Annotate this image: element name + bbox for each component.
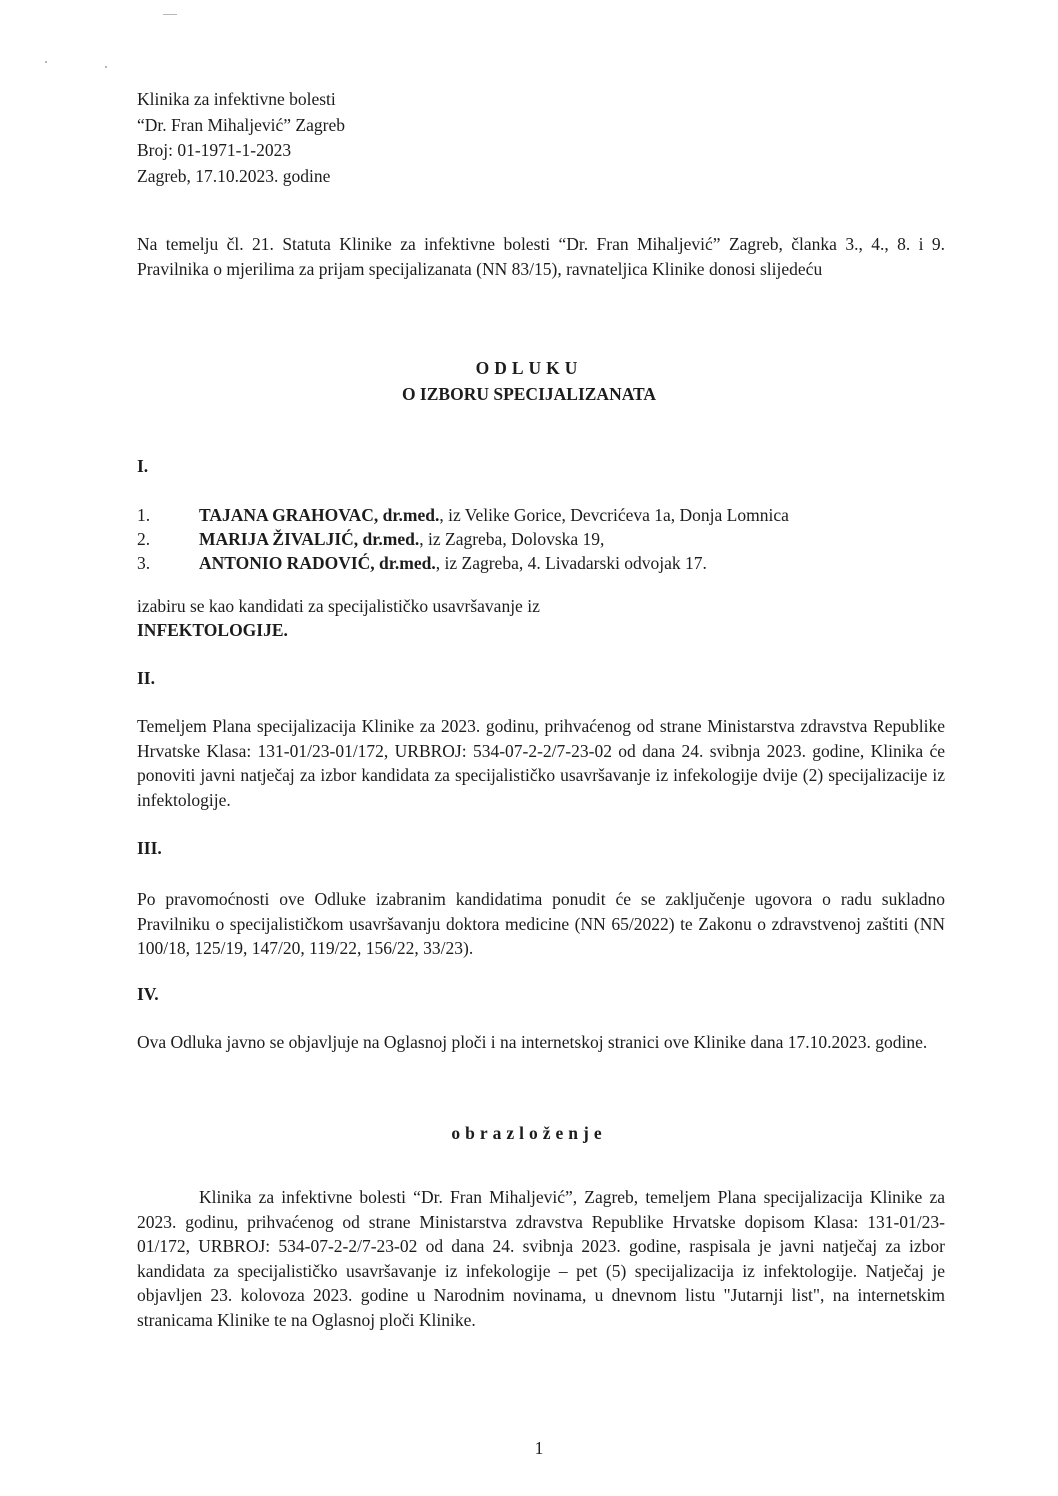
selection-text: izabiru se kao kandidati za specijalističko usavršavanje iz	[137, 596, 540, 616]
list-item	[137, 527, 789, 551]
selection-statement	[137, 594, 540, 642]
selection-field: INFEKTOLOGIJE.	[137, 620, 288, 640]
candidate-number: 1.	[137, 505, 151, 525]
list-item	[137, 503, 789, 527]
intro-paragraph: Na temelju čl. 21. Statuta Klinike za infektivne bolesti “Dr. Fran Mihaljević” Zagreb, članka 3., 4., 8. i 9. Pravilnika o mjerilima za prijam specijalizanata (NN 83/15), ravnateljica Klinike donosi slijedeću	[137, 234, 945, 279]
document-title: ODLUKU	[475, 358, 583, 378]
institution-subtitle: “Dr. Fran Mihaljević” Zagreb	[137, 114, 345, 135]
candidate-address: , iz Velike Gorice, Devcrićeva 1a, Donja Lomnica	[439, 505, 789, 525]
section-heading-4: IV.	[137, 984, 159, 1004]
explanation-paragraph: Klinika za infektivne bolesti “Dr. Fran Mihaljević”, Zagreb, temeljem Plana specijalizacija Klinike za 2023. godinu, prihvaćenog od strane Ministarstva zdravstva Republike Hrvatske dopisom Klasa: 131-01/23-01/172, URBROJ: 534-07-2-2/7-23-02 od dana 24. svibnja 2023. godine, raspisala je javni natječaj za izbor kandidata za specijalističko usavršavanje iz infekologije – pet (5) specijalizacija iz infektologije. Natječaj je objavljen 23. kolovoza 2023. godine u Narodnim novinama, u dnevnom listu "Jutarnji list", na internetskim stranicama Klinike te na Oglasnoj ploči Klinike.	[137, 1187, 945, 1330]
list-item	[137, 551, 789, 575]
document-number: Broj: 01-1971-1-2023	[137, 140, 292, 160]
letterhead	[137, 87, 345, 189]
candidate-address: , iz Zagreba, Dolovska 19,	[419, 529, 605, 549]
explanation-heading: obrazloženje	[451, 1123, 607, 1143]
section-heading-3: III.	[137, 838, 162, 858]
document-subtitle: O IZBORU SPECIJALIZANATA	[401, 384, 657, 404]
section-3-paragraph: Po pravomoćnosti ove Odluke izabranim kandidatima ponudit će se zaključenje ugovora o radu sukladno Pravilniku o specijalističkom usavršavanju doktora medicine (NN 65/2022) te Zakonu o zdravstvenoj zaštiti (NN 100/18, 125/19, 147/20, 119/22, 156/22, 33/23).	[137, 889, 945, 958]
place-date: Zagreb, 17.10.2023. godine	[137, 165, 331, 186]
candidate-address: , iz Zagreba, 4. Livadarski odvojak 17.	[435, 553, 707, 573]
section-4-paragraph: Ova Odluka javno se objavljuje na Oglasnoj ploči i na internetskoj stranici ove Klinike dana 17.10.2023. godine.	[137, 1032, 928, 1052]
section-heading-1: I.	[137, 456, 149, 476]
candidate-name: TAJANA GRAHOVAC, dr.med.	[199, 505, 440, 525]
institution-name: Klinika za infektivne bolesti	[137, 89, 336, 109]
candidate-number: 3.	[137, 553, 151, 573]
section-heading-2: II.	[137, 668, 155, 688]
candidate-number: 2.	[137, 529, 151, 549]
candidate-name: ANTONIO RADOVIĆ, dr.med.	[199, 553, 436, 573]
candidate-name: MARIJA ŽIVALJIĆ, dr.med.	[199, 529, 420, 549]
section-2-paragraph: Temeljem Plana specijalizacija Klinike za 2023. godinu, prihvaćenog od strane Ministarstva zdravstva Republike Hrvatske Klasa: 131-01/23-01/172, URBROJ: 534-07-2-2/7-23-02 od dana 24. svibnja 2023. godine, Klinika će ponoviti javni natječaj za izbor kandidata za specijalističko usavršavanje iz infekologije dvije (2) specijalizacije iz infektologije.	[137, 716, 945, 810]
candidate-list	[137, 503, 789, 575]
page-number: 1	[534, 1438, 544, 1458]
